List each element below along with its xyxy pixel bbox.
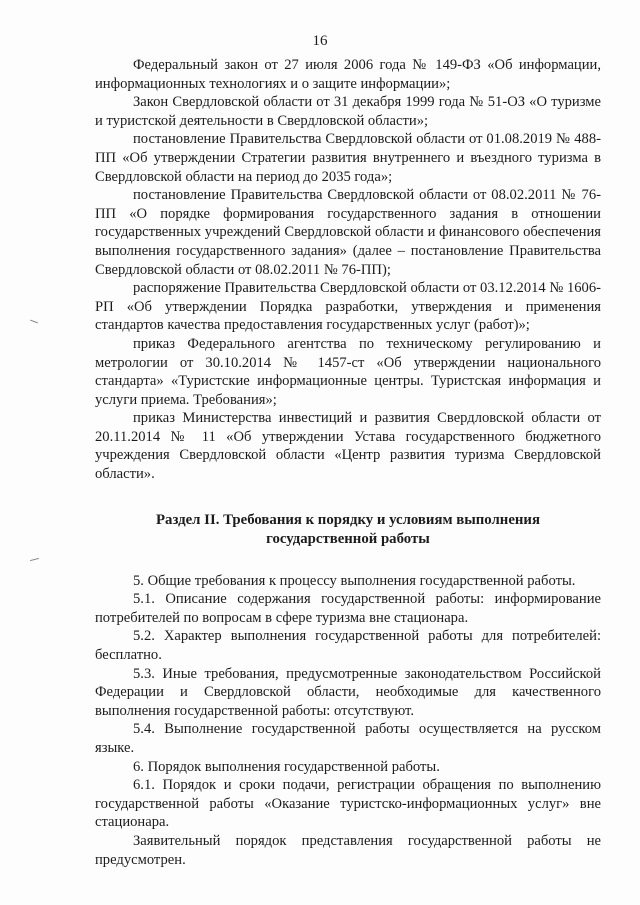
section-heading bbox=[95, 511, 601, 549]
paragraph-item-5-2: 5.2. Характер выполнения государственной работы для потребителей: бесплатно. bbox=[95, 628, 601, 664]
paragraph-item-5-4: 5.4. Выполнение государственной работы осуществляется на русском языке. bbox=[95, 721, 601, 756]
page-number: 16 bbox=[312, 33, 328, 49]
paragraph-item-6: 6. Порядок выполнения государственной работы. bbox=[133, 758, 440, 775]
paragraph-regional-law-51: Закон Свердловской области от 31 декабря 1999 года № 51-ОЗ «О туризме и туристской деятельности в Свердловской области»; bbox=[95, 94, 601, 129]
paragraph-order-11: приказ Министерства инвестиций и развития Свердловской области от 20.11.2014 № 11 «Об утверждении Устава государственного бюджетного учреждения Свердловской области «Центр развития туризма Свердловской области». bbox=[95, 410, 601, 483]
paragraph-item-5-1: 5.1. Описание содержания государственной работы: информирование потребителей по вопросам в сфере туризма вне стационара. bbox=[95, 591, 601, 626]
scan-margin-mark bbox=[30, 558, 39, 561]
paragraph-application-order: Заявительный порядок представления государственной работы не предусмотрен. bbox=[95, 832, 601, 868]
section-heading-line: Раздел II. Требования к порядку и условиям выполнения bbox=[156, 511, 540, 528]
paragraph-federal-law-149: Федеральный закон от 27 июля 2006 года № 149-ФЗ «Об информации, информационных технологиях и о защите информации»; bbox=[95, 57, 601, 92]
paragraph-item-5: 5. Общие требования к процессу выполнения государственной работы. bbox=[133, 572, 576, 589]
paragraph-item-5-3: 5.3. Иные требования, предусмотренные законодательством Российской Федерации и Свердловской области, необходимые для качественного выполнения государственной работы: отсутствуют. bbox=[95, 665, 601, 719]
scan-margin-mark bbox=[30, 320, 38, 324]
paragraph-item-6-1: 6.1. Порядок и сроки подачи, регистрации обращения по выполнению государственной работы «Оказание туристско-информационных услуг» вне стационара. bbox=[95, 777, 601, 831]
paragraph-order-1457: приказ Федерального агентства по техническому регулированию и метрологии от 30.10.2014 № 1457-ст «Об утверждении национального стандарта» «Туристские информационные центры. Туристская информация и услуги приема. Требования»; bbox=[95, 335, 601, 408]
section-heading-line: государственной работы bbox=[266, 530, 430, 547]
paragraph-order-1606: распоряжение Правительства Свердловской области от 03.12.2014 № 1606-РП «Об утверждении Порядка разработки, утверждения и применения стандартов качества предоставления государственных услуг (работ)»; bbox=[95, 280, 601, 334]
paragraph-resolution-488: постановление Правительства Свердловской области от 01.08.2019 № 488-ПП «Об утверждении Стратегии развития внутреннего и въездного туризма в Свердловской области на период до 2035 года»; bbox=[95, 131, 601, 185]
document-body bbox=[95, 56, 601, 869]
paragraph-resolution-76: постановление Правительства Свердловской области от 08.02.2011 № 76-ПП «О порядке формирования государственного задания в отношении государственных учреждений Свердловской области и финансового обеспечения выполнения государственного задания» (далее – постановление Правительства Свердловской области от 08.02.2011 № 76-ПП); bbox=[95, 187, 601, 278]
